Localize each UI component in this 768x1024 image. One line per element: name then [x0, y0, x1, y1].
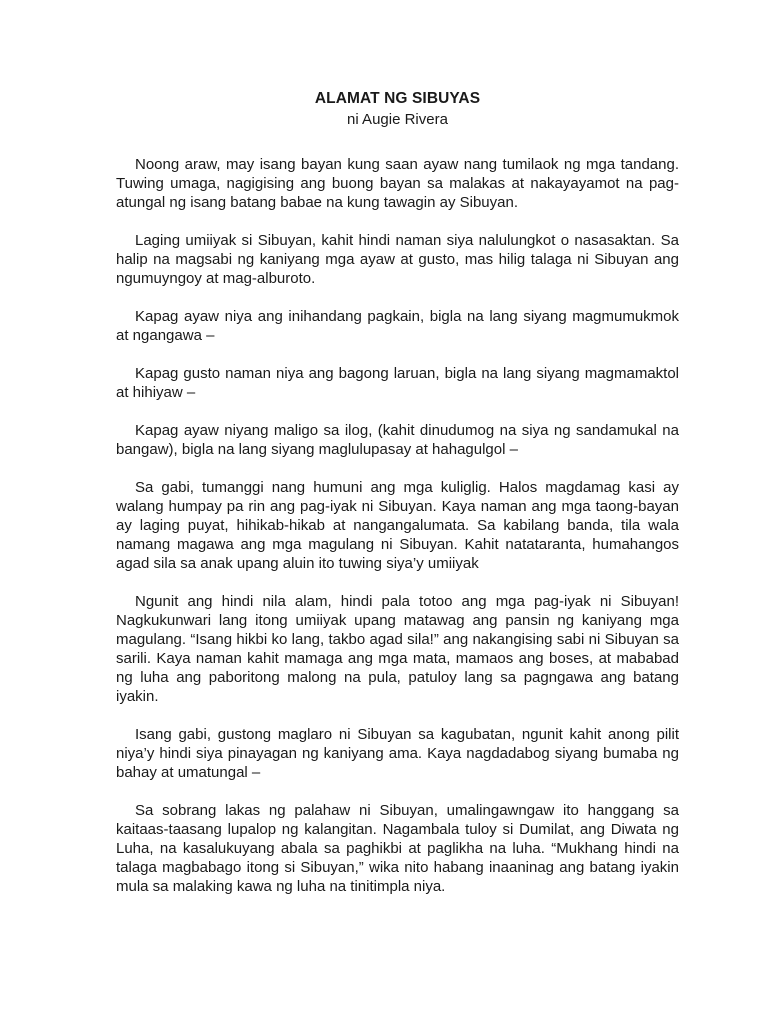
document-page: [116, 88, 679, 915]
document-title: ALAMAT NG SIBUYAS: [314, 90, 481, 107]
paragraph-4: Kapag gusto naman niya ang bagong laruan, bigla na lang siyang magmamaktol at hihiyaw –: [116, 365, 679, 401]
paragraph-6: Sa gabi, tumanggi nang humuni ang mga kuliglig. Halos magdamag kasi ay walang humpay pa rin ang pag-iyak ni Sibuyan. Kaya naman ang mga taong-bayan ay laging puyat, hihikab-hikab at nangangalumata. Sa kabilang banda, tila wala namang magawa ang mga magulang ni Sibuyan. Kahit natataranta, humahangos agad sila sa anak upang aluin ito tuwing siya’y umiiyak: [116, 479, 679, 572]
paragraph-5: Kapag ayaw niyang maligo sa ilog, (kahit dinudumog na siya ng sandamukal na bangaw), bigla na lang siyang maglulupasay at hahagulgol –: [116, 422, 679, 458]
paragraph-7: Ngunit ang hindi nila alam, hindi pala totoo ang mga pag-iyak ni Sibuyan! Nagkukunwari lang itong umiiyak upang matawag ang pansin ng kaniyang mga magulang. “Isang hikbi ko lang, takbo agad sila!” ang nakangising sabi ni Sibuyan sa sarili. Kaya naman kahit mamaga ang mga mata, mamaos ang boses, at mababad ng luha ang paboritong malong na pula, patuloy lang sa pagngawa ang batang iyakin.: [116, 593, 679, 705]
paragraph-1: Noong araw, may isang bayan kung saan ayaw nang tumilaok ng mga tandang. Tuwing umaga, nagigising ang buong bayan sa malakas at nakayayamot na pag-atungal ng isang batang babae na kung tawagin ay Sibuyan.: [116, 156, 679, 211]
paragraph-3: Kapag ayaw niya ang inihandang pagkain, bigla na lang siyang magmumukmok at ngangawa –: [116, 308, 679, 344]
document-author: ni Augie Rivera: [347, 111, 448, 128]
paragraph-2: Laging umiiyak si Sibuyan, kahit hindi naman siya nalulungkot o nasasaktan. Sa halip na magsabi ng kaniyang mga ayaw at gusto, mas hilig talaga ni Sibuyan ang ngumuyngoy at mag-alburoto.: [116, 232, 679, 287]
paragraph-9: Sa sobrang lakas ng palahaw ni Sibuyan, umalingawngaw ito hanggang sa kaitaas-taasang lupalop ng kalangitan. Nagambala tuloy si Dumilat, ang Diwata ng Luha, na kasalukuyang abala sa paghikbi at paglikha na luha. “Mukhang hindi na talaga magbabago itong si Sibuyan,” wika nito habang inaaninag ang batang iyakin mula sa malaking kawa ng luha na tinitimpla niya.: [116, 802, 679, 895]
paragraph-8: Isang gabi, gustong maglaro ni Sibuyan sa kagubatan, ngunit kahit anong pilit niya’y hindi siya pinayagan ng kaniyang ama. Kaya nagdadabog siyang bumaba ng bahay at umatungal –: [116, 726, 679, 781]
